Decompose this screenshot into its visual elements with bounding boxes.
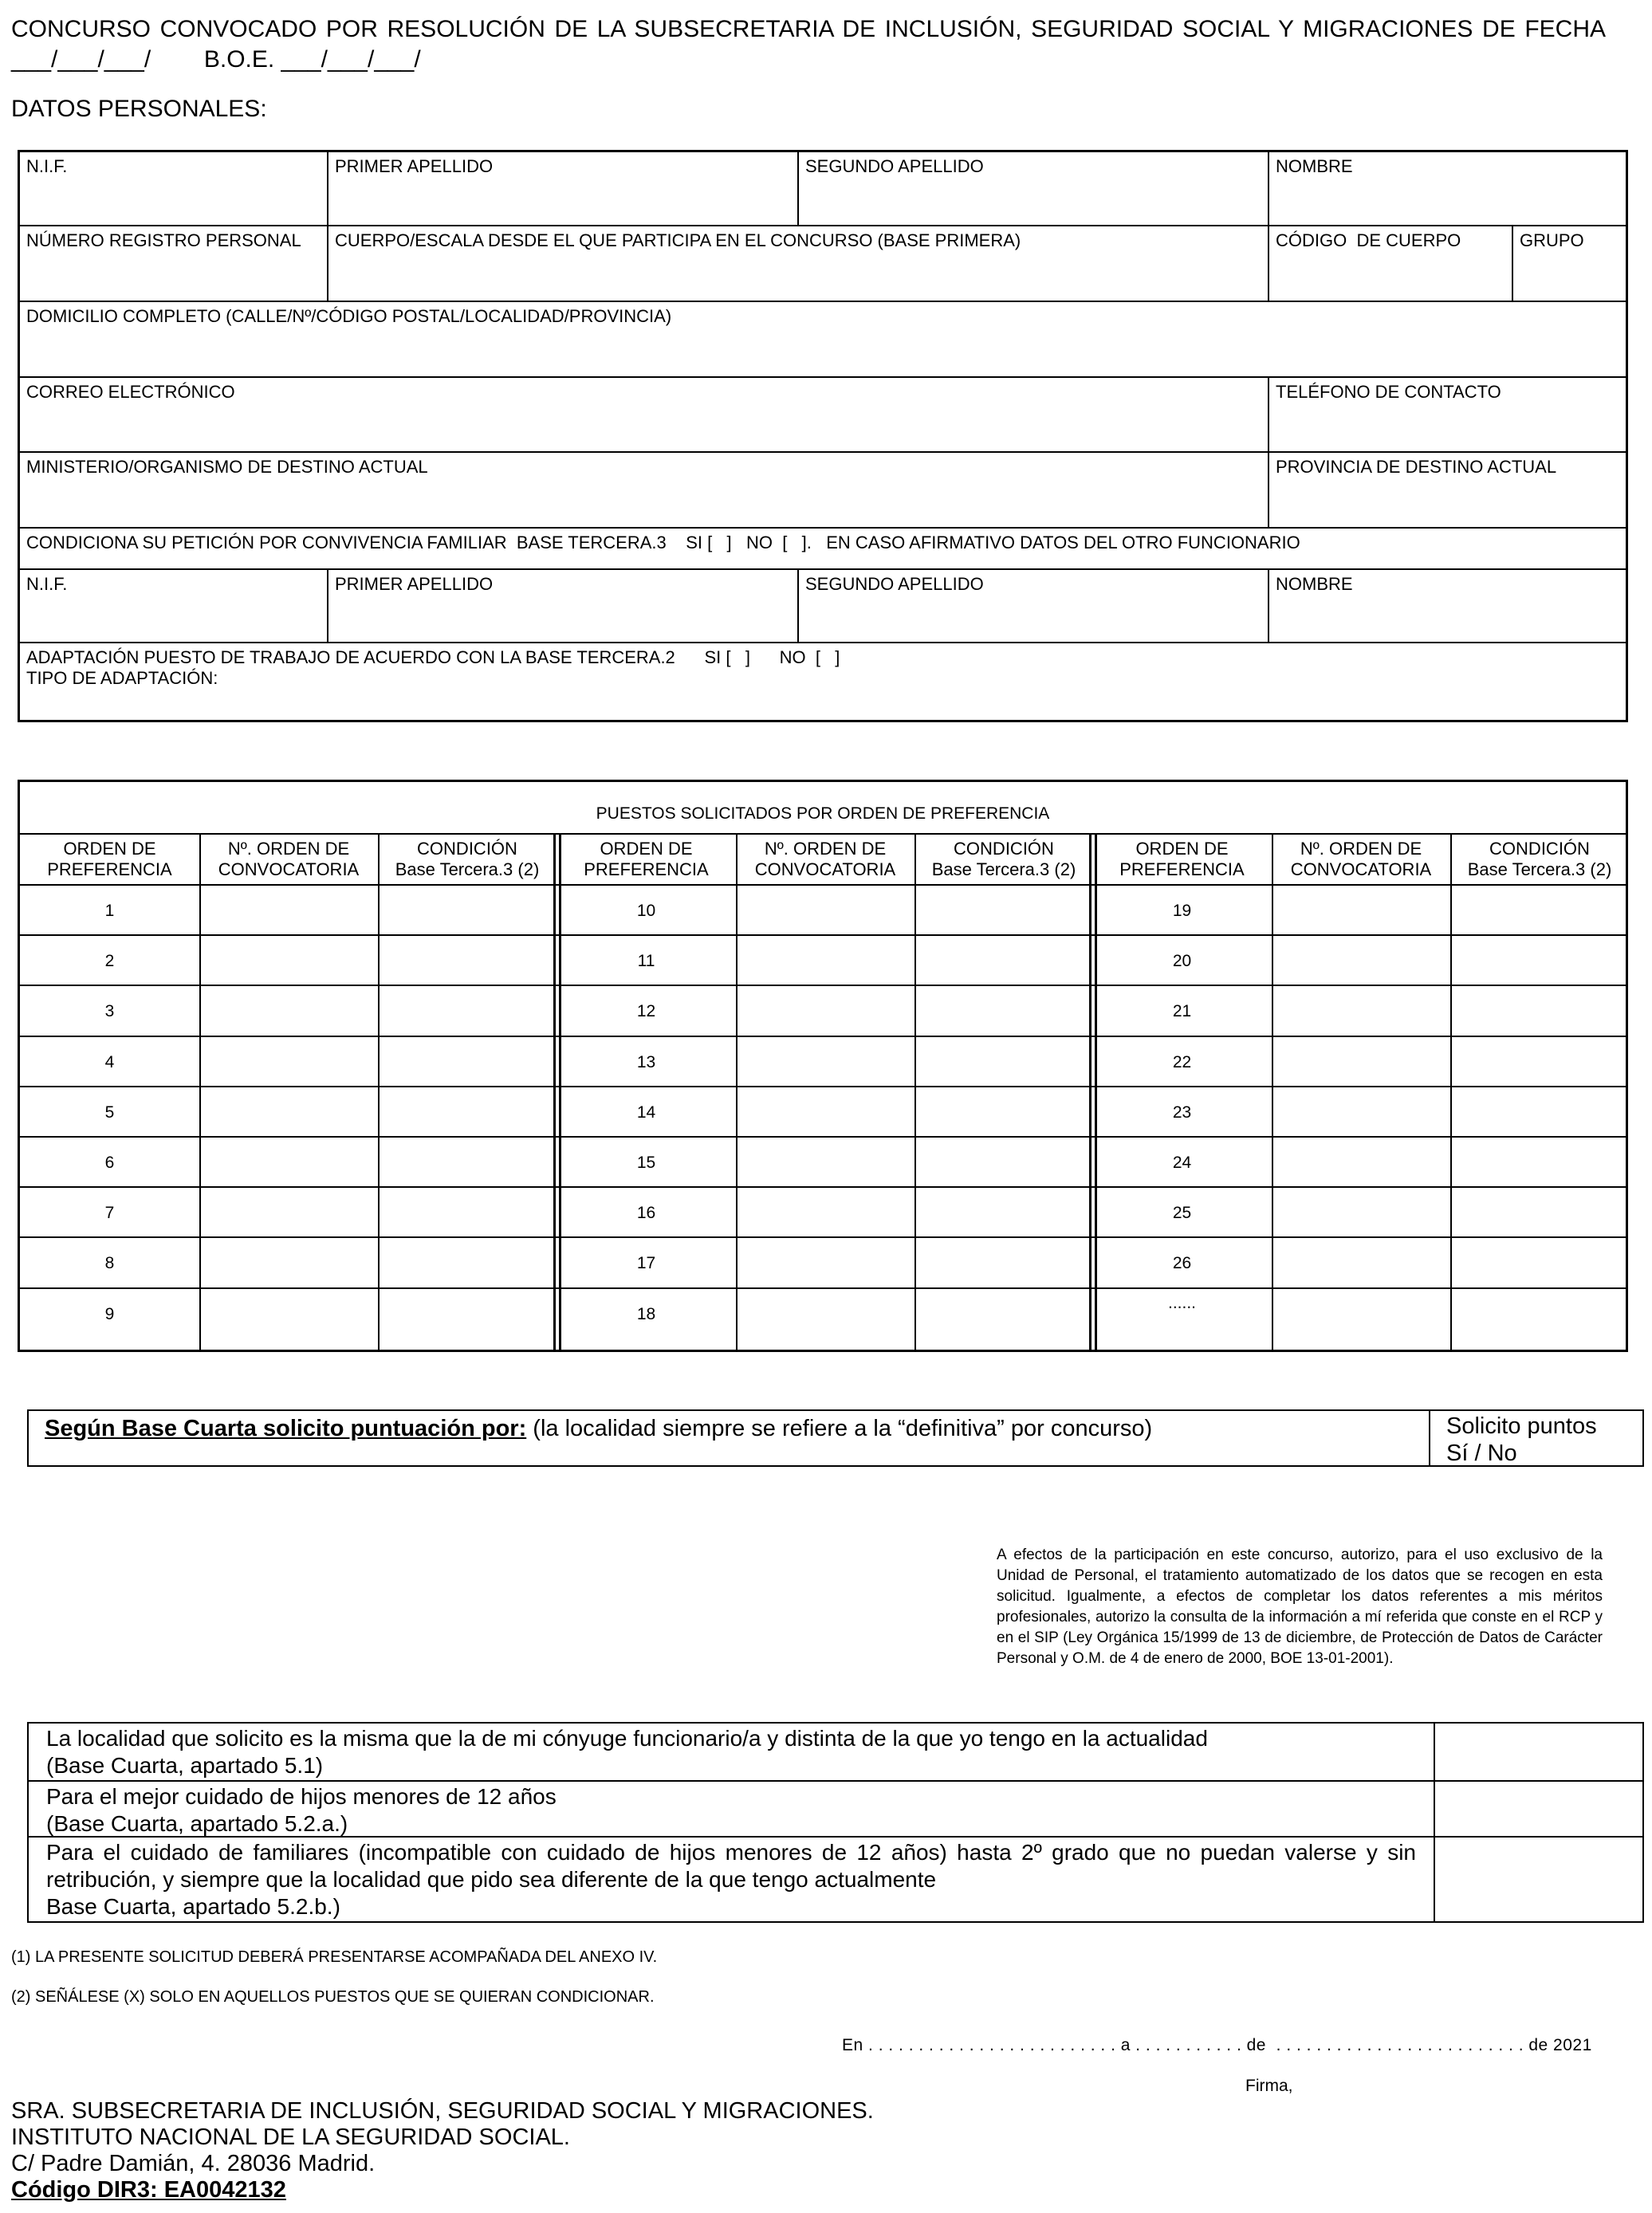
convocatoria-cell[interactable] (1273, 1289, 1450, 1338)
condicion-cell[interactable] (380, 886, 555, 934)
note-2: (2) SEÑÁLESE (X) SOLO EN AQUELLOS PUESTOS QUE SE QUIERAN CONDICIONAR. (11, 1988, 655, 2006)
preference-number: 13 (636, 1052, 656, 1071)
condicion-cell[interactable] (1452, 886, 1627, 934)
convocatoria-cell[interactable] (201, 1188, 378, 1236)
condicion-cell[interactable] (380, 936, 555, 985)
preference-number: 15 (636, 1154, 656, 1172)
condicion-label: CONDICIÓN (954, 839, 1054, 859)
column-header-orden: ORDEN DE PREFERENCIA (584, 839, 709, 879)
condicion-cell[interactable] (380, 1188, 555, 1236)
convocatoria-cell[interactable] (1273, 1138, 1450, 1186)
label-ministerio: MINISTERIO/ORGANISMO DE DESTINO ACTUAL (26, 457, 428, 477)
preference-number: 20 (1172, 952, 1192, 971)
posts-table-title: PUESTOS SOLICITADOS POR ORDEN DE PREFERENCIA (20, 782, 1626, 835)
preference-number: 1 (104, 902, 115, 920)
option-text (29, 1782, 1435, 1836)
convocatoria-cell[interactable] (201, 1289, 378, 1338)
field-nif[interactable] (20, 152, 328, 225)
convocatoria-cell[interactable] (201, 1238, 378, 1287)
field-nombre[interactable] (1269, 152, 1626, 225)
posts-table (18, 780, 1628, 1352)
preference-number: 11 (637, 952, 655, 971)
options-table (27, 1722, 1644, 1923)
field-codigo-cuerpo[interactable] (1269, 226, 1513, 301)
option-line: Para el cuidado de familiares (incompatible con cuidado de hijos menores de 12 años) hasta 2º grado que no puedan valerse y sin retribución, y siempre que la localidad que pido sea diferente de la que tengo actualmente (46, 1840, 1416, 1892)
field-primer-apellido[interactable] (328, 152, 799, 225)
condicion-cell[interactable] (380, 986, 555, 1035)
base-tercera-label: Base Tercera.3 (2) (1467, 859, 1612, 879)
block-separator (553, 835, 556, 1350)
convocatoria-cell[interactable] (738, 1188, 914, 1236)
field-cuerpo[interactable] (328, 226, 1269, 301)
field-nrp[interactable] (20, 226, 328, 301)
column-header-convocatoria: Nº. ORDEN DE CONVOCATORIA (1290, 839, 1432, 879)
convocatoria-cell[interactable] (738, 1289, 914, 1338)
solicito-puntos-header (1430, 1411, 1642, 1465)
preference-number: 16 (636, 1204, 656, 1223)
base-tercera-label: Base Tercera.3 (2) (931, 859, 1076, 879)
header-date-line: ___/___/___/ B.O.E. ___/___/___/ (11, 46, 421, 73)
label-nombre: NOMBRE (1276, 156, 1353, 176)
option-answer-cell[interactable] (1435, 1782, 1642, 1836)
convocatoria-cell[interactable] (1273, 1188, 1450, 1236)
note-1: (1) LA PRESENTE SOLICITUD DEBERÁ PRESENTARSE ACOMPAÑADA DEL ANEXO IV. (11, 1948, 658, 1966)
condicion-cell[interactable] (916, 936, 1092, 985)
label-tipo-adaptacion: TIPO DE ADAPTACIÓN: (26, 668, 218, 688)
preference-number: 19 (1172, 902, 1192, 920)
convocatoria-cell[interactable] (201, 1138, 378, 1186)
option-text (29, 1724, 1435, 1780)
convocatoria-cell[interactable] (738, 936, 914, 985)
preference-number: 3 (104, 1002, 115, 1021)
condicion-cell[interactable] (380, 1238, 555, 1287)
convocatoria-cell[interactable] (201, 986, 378, 1035)
option-line: (Base Cuarta, apartado 5.1) (46, 1753, 324, 1778)
preference-number: 6 (104, 1154, 115, 1172)
address-line: INSTITUTO NACIONAL DE LA SEGURIDAD SOCIAL. (11, 2125, 570, 2150)
label-primer-apellido-2: PRIMER APELLIDO (335, 574, 494, 594)
condicion-cell[interactable] (1452, 1138, 1627, 1186)
convocatoria-cell[interactable] (1273, 1037, 1450, 1086)
option-answer-cell[interactable] (1435, 1838, 1642, 1921)
column-header-convocatoria: Nº. ORDEN DE CONVOCATORIA (754, 839, 896, 879)
condicion-cell[interactable] (380, 1087, 555, 1136)
preference-number: 2 (104, 952, 115, 971)
base-cuarta-label (29, 1411, 1430, 1465)
option-text (29, 1838, 1435, 1921)
si-no-label: Sí / No (1446, 1441, 1517, 1466)
preference-number: 17 (636, 1254, 656, 1273)
preference-number: 22 (1172, 1052, 1192, 1071)
condicion-cell[interactable] (380, 1138, 555, 1186)
convocatoria-cell[interactable] (738, 886, 914, 934)
condicion-cell[interactable] (916, 1188, 1092, 1236)
consent-text: A efectos de la participación en este concurso, autorizo, para el uso exclusivo de la Unidad de Personal, el tratamiento automatizado de los datos que se recogen en esta solicitud. Igualmente, a efectos de completar los datos referentes a mis méritos profesionales, autorizo la consulta de la información a mí referida que conste en el RCP y en el SIP (Ley Orgánica 15/1999 de 13 de diciembre, de Protección de Datos de Carácter Personal y O.M. de 4 de enero de 2000, BOE 13-01-2001). (997, 1547, 1603, 1667)
base-tercera-label: Base Tercera.3 (2) (395, 859, 540, 879)
condicion-label: CONDICIÓN (417, 839, 517, 859)
condicion-cell[interactable] (916, 1138, 1092, 1186)
condicion-label: CONDICIÓN (1489, 839, 1590, 859)
column-header-condicion (914, 835, 1093, 884)
column-header-orden: ORDEN DE PREFERENCIA (1119, 839, 1245, 879)
condicion-cell[interactable] (1452, 1188, 1627, 1236)
condicion-cell[interactable] (916, 986, 1092, 1035)
preference-number: 12 (636, 1002, 656, 1021)
condicion-cell[interactable] (380, 1037, 555, 1086)
row-otro-funcionario (20, 570, 1626, 643)
option-line: Base Cuarta, apartado 5.2.b.) (46, 1894, 340, 1919)
condicion-cell[interactable] (1452, 936, 1627, 985)
field-grupo[interactable] (1513, 226, 1626, 301)
preference-number: 26 (1172, 1254, 1192, 1273)
firma-label: Firma, (1245, 2077, 1293, 2095)
column-header-condicion (1450, 835, 1629, 884)
convocatoria-cell[interactable] (738, 1238, 914, 1287)
label-telefono: TELÉFONO DE CONTACTO (1276, 382, 1501, 402)
condicion-cell[interactable] (916, 1087, 1092, 1136)
preference-number: 23 (1172, 1103, 1192, 1122)
label-codigo-cuerpo: CÓDIGO DE CUERPO (1276, 230, 1461, 250)
convocatoria-cell[interactable] (738, 1037, 914, 1086)
label-nif-2: N.I.F. (26, 574, 68, 594)
base-cuarta-box (27, 1409, 1644, 1467)
condicion-cell[interactable] (916, 886, 1092, 934)
row-identity (20, 152, 1626, 226)
convocatoria-cell[interactable] (201, 886, 378, 934)
convocatoria-cell[interactable] (738, 1138, 914, 1186)
column-header-convocatoria: Nº. ORDEN DE CONVOCATORIA (218, 839, 360, 879)
condicion-cell[interactable] (1452, 1238, 1627, 1287)
preference-number: 14 (636, 1103, 656, 1122)
address-line: SRA. SUBSECRETARIA DE INCLUSIÓN, SEGURIDAD SOCIAL Y MIGRACIONES. (11, 2098, 874, 2124)
condicion-cell[interactable] (1452, 1087, 1627, 1136)
preference-number: ...... (1167, 1293, 1196, 1312)
label-primer-apellido: PRIMER APELLIDO (335, 156, 494, 176)
label-segundo-apellido: SEGUNDO APELLIDO (805, 156, 984, 176)
label-segundo-apellido-2: SEGUNDO APELLIDO (805, 574, 984, 594)
label-cuerpo: CUERPO/ESCALA DESDE EL QUE PARTICIPA EN EL CONCURSO (BASE PRIMERA) (335, 230, 1021, 250)
field-provincia[interactable] (1269, 453, 1626, 527)
section-title-personal: DATOS PERSONALES: (11, 96, 267, 122)
recipient-address (11, 2098, 874, 2203)
convocatoria-cell[interactable] (1273, 936, 1450, 985)
convocatoria-cell[interactable] (201, 936, 378, 985)
base-cuarta-label-rest: (la localidad siempre se refiere a la “definitiva” por concurso) (526, 1416, 1153, 1441)
header-title: CONCURSO CONVOCADO POR RESOLUCIÓN DE LA SUBSECRETARIA DE INCLUSIÓN, SEGURIDAD SOCIAL Y MIGRACIONES DE FECHA (11, 16, 1606, 42)
condicion-cell[interactable] (916, 1037, 1092, 1086)
option-line: (Base Cuarta, apartado 5.2.a.) (46, 1811, 348, 1836)
field-nif-2[interactable] (20, 570, 328, 642)
field-primer-apellido-2[interactable] (328, 570, 799, 642)
personal-data-form (18, 150, 1628, 722)
option-row (29, 1724, 1642, 1782)
field-telefono[interactable] (1269, 378, 1626, 451)
row-condiciona (20, 529, 1626, 570)
label-nombre-2: NOMBRE (1276, 574, 1353, 594)
field-ministerio[interactable] (20, 453, 1269, 527)
preference-number: 5 (104, 1103, 115, 1122)
preference-number: 24 (1172, 1154, 1192, 1172)
preference-number: 21 (1172, 1002, 1192, 1021)
convocatoria-cell[interactable] (1273, 886, 1450, 934)
convocatoria-cell[interactable] (201, 1087, 378, 1136)
option-line: Para el mejor cuidado de hijos menores de 12 años (46, 1784, 557, 1809)
dir3-code: Código DIR3: EA0042132 (11, 2177, 286, 2203)
condicion-cell[interactable] (916, 1289, 1092, 1338)
preference-number: 7 (104, 1204, 115, 1223)
condicion-cell[interactable] (380, 1289, 555, 1338)
base-cuarta-label-bold: Según Base Cuarta solicito puntuación por: (45, 1416, 527, 1441)
option-row (29, 1838, 1642, 1921)
condicion-cell[interactable] (1452, 986, 1627, 1035)
option-row (29, 1782, 1642, 1838)
preference-number: 25 (1172, 1204, 1192, 1223)
place-date-line: En . . . . . . . . . . . . . . . . . . . . . . . . . a . . . . . . . . . . . de . . . . . . . . . . . . . . . . . . . . . . . . . de 2021 (842, 2036, 1592, 2054)
row-cuerpo (20, 226, 1626, 302)
preference-number: 8 (104, 1254, 115, 1273)
condicion-cell[interactable] (1452, 1037, 1627, 1086)
convocatoria-cell[interactable] (201, 1037, 378, 1086)
column-header-condicion (378, 835, 557, 884)
row-destino (20, 453, 1626, 529)
column-header-orden: ORDEN DE PREFERENCIA (47, 839, 172, 879)
label-provincia: PROVINCIA DE DESTINO ACTUAL (1276, 457, 1557, 477)
solicito-puntos-label: Solicito puntos (1446, 1413, 1597, 1439)
label-adaptacion: ADAPTACIÓN PUESTO DE TRABAJO DE ACUERDO CON LA BASE TERCERA.2 SI [ ] NO [ ] (26, 647, 840, 667)
condicion-cell[interactable] (1452, 1289, 1627, 1338)
row-contacto (20, 378, 1626, 453)
row-adaptacion (20, 643, 1626, 720)
preference-number: 10 (636, 902, 656, 920)
row-domicilio (20, 302, 1626, 378)
label-nif: N.I.F. (26, 156, 68, 176)
option-answer-cell[interactable] (1435, 1724, 1642, 1780)
field-condiciona[interactable] (20, 529, 1626, 568)
preference-number: 4 (104, 1052, 115, 1071)
field-segundo-apellido-2[interactable] (799, 570, 1269, 642)
label-condiciona: CONDICIONA SU PETICIÓN POR CONVIVENCIA FAMILIAR BASE TERCERA.3 SI [ ] NO [ ]. EN CASO AFIRMATIVO DATOS DEL OTRO FUNCIONARIO (26, 533, 1300, 552)
field-nombre-2[interactable] (1269, 570, 1626, 642)
address-line: C/ Padre Damián, 4. 28036 Madrid. (11, 2151, 376, 2176)
field-domicilio[interactable] (20, 302, 1626, 376)
convocatoria-cell[interactable] (1273, 1087, 1450, 1136)
condicion-cell[interactable] (916, 1238, 1092, 1287)
option-line: La localidad que solicito es la misma que la de mi cónyuge funcionario/a y distinta de la que yo tengo en la actualidad (46, 1726, 1208, 1751)
preference-number: 9 (104, 1304, 115, 1323)
convocatoria-cell[interactable] (738, 986, 914, 1035)
convocatoria-cell[interactable] (1273, 1238, 1450, 1287)
field-correo[interactable] (20, 378, 1269, 451)
preference-number: 18 (636, 1304, 656, 1323)
label-nrp: NÚMERO REGISTRO PERSONAL (26, 230, 301, 250)
field-adaptacion[interactable] (20, 643, 1626, 720)
form-header (11, 14, 1606, 75)
convocatoria-cell[interactable] (1273, 986, 1450, 1035)
label-domicilio: DOMICILIO COMPLETO (CALLE/Nº/CÓDIGO POSTAL/LOCALIDAD/PROVINCIA) (26, 306, 672, 326)
label-correo: CORREO ELECTRÓNICO (26, 382, 235, 402)
field-segundo-apellido[interactable] (799, 152, 1269, 225)
convocatoria-cell[interactable] (738, 1087, 914, 1136)
block-separator (1089, 835, 1092, 1350)
label-grupo: GRUPO (1520, 230, 1584, 250)
